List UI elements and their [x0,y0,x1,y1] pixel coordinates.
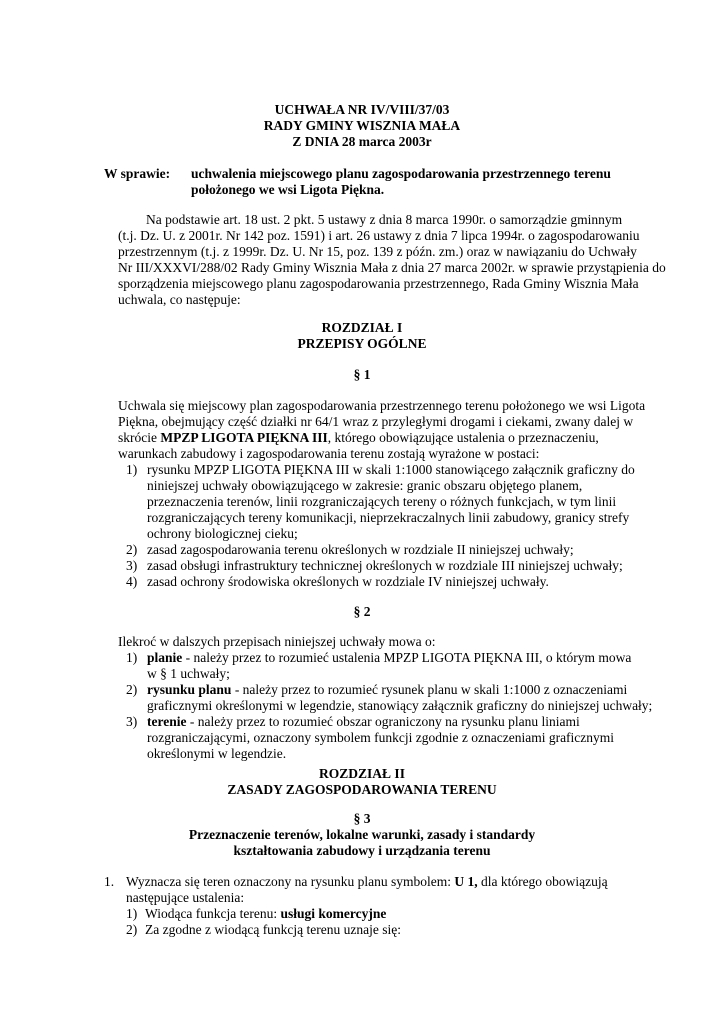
subject-text-line2: położonego we wsi Ligota Piękna. [191,182,385,197]
definition-line: rozgraniczającymi, oznaczony symbolem funkcji zgodnie z oznaczeniami graficznymi [147,730,615,745]
subject-label: W sprawie: [104,166,171,181]
chapter-2-subtitle: ZASADY ZAGOSPODAROWANIA TERENU [227,782,497,797]
paragraph-3-heading: kształtowania zabudowy i urządzania terenu [233,843,491,858]
definition-line: w § 1 uchwały; [147,666,230,681]
subject-text-line1: uchwalenia miejscowego planu zagospodarowania przestrzennego terenu [191,166,611,181]
preamble-line: przestrzennym (t.j. z 1999r. Dz. U. Nr 15, poz. 139 z późn. zm.) oraz w nawiązaniu do Uchwały [118,244,637,259]
list-number: 1) [126,462,138,477]
list-number: 3) [126,558,138,573]
list-number: 1) [126,650,138,665]
definition-text: - należy przez to rozumieć obszar ograniczony na rysunku planu liniami [186,714,580,729]
par1-intro-text: , którego obowiązujące ustalenia o przeznaczeniu, [327,430,599,445]
definition-text: - należy przez to rozumieć ustalenia MPZP LIGOTA PIĘKNA III, o którym mowa [182,650,632,665]
paragraph-3-heading: Przeznaczenie terenów, lokalne warunki, zasady i standardy [188,827,536,842]
list-item-line: zasad obsługi infrastruktury technicznej określonych w rozdziale III niniejszej uchwały; [147,558,623,573]
par1-intro-line: Uchwala się miejscowy plan zagospodarowania przestrzennego terenu położonego we wsi Ligota [118,398,646,413]
point-text: Wyznacza się teren oznaczony na rysunku planu symbolem: [126,874,455,889]
preamble-line: (t.j. Dz. U. z 2001r. Nr 142 poz. 1591) i art. 26 ustawy z dnia 7 lipca 1994r. o zagospodarowaniu [118,228,640,243]
list-number: 3) [126,714,138,729]
list-number: 2) [126,922,138,937]
definition-term: terenie [147,714,187,729]
chapter-2-title: ROZDZIAŁ II [319,766,405,781]
paragraph-1-mark: § 1 [353,367,371,382]
list-item-line: niniejszej uchwały obowiązującego w zakresie: granic obszaru objętego planem, [147,478,583,493]
sub-point-line [145,905,386,922]
list-number: 2) [126,542,138,557]
preamble-line: sporządzenia miejscowego planu zagospodarowania przestrzennego, Rada Gminy Wisznia Mała [118,276,639,291]
point-line: następujące ustalenia: [126,890,245,905]
area-symbol: U 1, [454,874,478,889]
par1-intro-text: skrócie [118,430,161,445]
preamble-line: Nr III/XXXVI/288/02 Rady Gminy Wisznia Mała z dnia 27 marca 2002r. w sprawie przystąpienia do [118,260,666,275]
definition-line [147,649,631,666]
resolution-number: UCHWAŁA NR IV/VIII/37/03 [274,102,450,117]
leading-function: usługi komercyjne [280,906,387,921]
preamble-line: Na podstawie art. 18 ust. 2 pkt. 5 ustawy z dnia 8 marca 1990r. o samorządzie gminnym [146,212,623,227]
list-item-line: zasad ochrony środowiska określonych w rozdziale IV niniejszej uchwały. [147,574,549,589]
list-item-line: ochrony biologicznej cieku; [147,526,298,541]
list-item-line: przeznaczenia terenów, linii rozgraniczających tereny o różnych funkcjach, w tym linii [147,494,617,509]
sub-point-text: Wiodąca funkcja terenu: [145,906,281,921]
preamble-line: uchwala, co następuje: [118,292,241,307]
definition-line: określonymi w legendzie. [147,746,287,761]
chapter-1-title: ROZDZIAŁ I [321,320,403,335]
definition-line [147,681,627,698]
par1-intro-line: Piękna, obejmujący część działki nr 64/1 wraz z przyległymi drogami i ciekami, zwany dalej w [118,414,634,429]
sub-point-line: Za zgodne z wiodącą funkcją terenu uznaje się: [145,922,401,937]
par1-intro-line-3 [118,429,599,446]
list-number: 2) [126,682,138,697]
par1-intro-line: warunkach zabudowy i zagospodarowania terenu zostają wyrażone w postaci: [118,446,540,461]
par2-intro: Ilekroć w dalszych przepisach niniejszej uchwały mowa o: [118,634,436,649]
definition-term: planie [147,650,183,665]
point-line [126,873,608,890]
paragraph-2-mark: § 2 [353,604,371,619]
definition-line [147,713,580,730]
paragraph-3-mark: § 3 [353,811,371,826]
point-text: dla którego obowiązują [477,874,608,889]
chapter-1-subtitle: PRZEPISY OGÓLNE [297,336,427,351]
council-name: RADY GMINY WISZNIA MAŁA [263,118,461,133]
definition-text: - należy przez to rozumieć rysunek planu w skali 1:1000 z oznaczeniami [231,682,628,697]
list-item-line: rozgraniczających tereny komunikacji, nieprzekraczalnych linii zabudowy, granicy strefy [147,510,630,525]
definition-term: rysunku planu [147,682,232,697]
list-item-line: rysunku MPZP LIGOTA PIĘKNA III w skali 1:1000 stanowiącego załącznik graficzny do [147,462,635,477]
point-number: 1. [104,874,115,889]
plan-abbreviation: MPZP LIGOTA PIĘKNA III [160,430,328,445]
list-item-line: zasad zagospodarowania terenu określonych w rozdziale II niniejszej uchwały; [147,542,574,557]
list-number: 4) [126,574,138,589]
list-number: 1) [126,906,138,921]
resolution-date: Z DNIA 28 marca 2003r [292,134,432,149]
definition-line: graficznymi określonymi w legendzie, stanowiący załącznik graficzny do niniejszej uchwały; [147,698,653,713]
